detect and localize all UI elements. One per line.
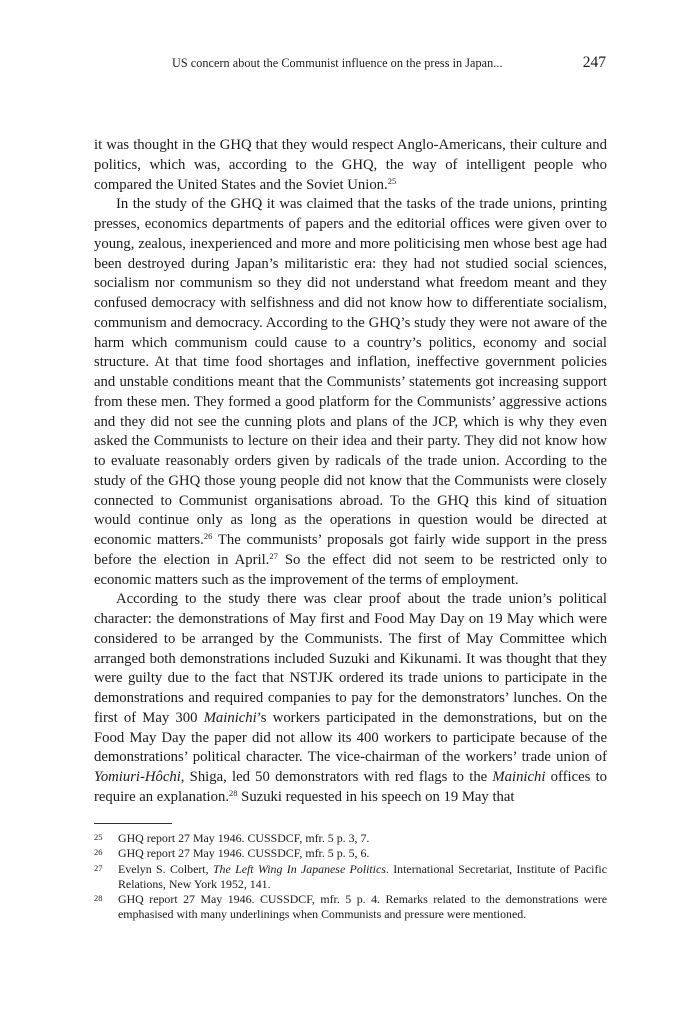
footnote-text: GHQ report 27 May 1946. CUSSDCF, mfr. 5 p. 5, 6. [118, 846, 370, 861]
footnote-number: 25 [94, 832, 103, 842]
paragraph-3 [94, 590, 607, 807]
paragraph-text: The communists’ proposals got fairly wide support in the press before the election in April. [94, 532, 607, 568]
footnote-number: 28 [94, 893, 103, 904]
paragraph-text: In the study of the GHQ it was claimed that the tasks of the trade unions, printing presses, economics departments of papers and the editorial offices were given over to young, zealous, inexperienced and more and more politicising men whose best age had been destroyed during Japan’s militaristic era: they had not studied social sciences, socialism nor communism so they did not understand what freedom meant and they confused democracy with selfishness and did not know how to differentiate socialism, communism and democracy. According to the GHQ’s study they were not aware of the harm which communism could cause to a country’s politics, economy and social structure. At that time food shortages and inflation, ineffective government policies and unstable conditions meant that the Communists’ statements got increasing support from these men. They formed a good platform for the Communists’ aggressive actions and they did not see the cunning plots and plans of the JCP, which is why they even asked the Communists to lecture on their idea and their party. They did not know how to evaluate reasonably orders given by radicals of the trade union. According to the study of the GHQ those young people did not know that the Communists were closely connected to Communist organisations abroad. To the GHQ this kind of situation would continue only as long as the operations in question would be directed at economic matters. [94, 196, 607, 548]
footnote-reference-25: 25 [387, 175, 397, 186]
footnote-reference-26: 26 [203, 531, 213, 541]
footnote-number: 26 [94, 847, 103, 858]
paragraph-text: it was thought in the GHQ that they would respect Anglo-Americans, their culture and politics, which was, according to the GHQ, the way of intelligent people who compared the United States and the Soviet Union. [94, 137, 607, 193]
footnote-divider [94, 823, 172, 824]
paragraph-text: According to the study there was clear proof about the trade union’s political character: the demonstrations of May first and Food May Day on 19 May which were considered to be arranged by the Communists. The first of May Committee which arranged both demonstrations included Suzuki and Kikunami. It was thought that they were guilty due to the fact that NSTJK ordered its trade unions to participate in the demonstrations and required companies to pay for the demonstrators’ lunches. On the first of May 300 [94, 591, 607, 726]
paragraph-1 [94, 136, 607, 195]
italic-title-mainichi: Mainichi [203, 709, 257, 726]
page-number: 247 [582, 54, 606, 71]
paragraph-text: Suzuki requested in his speech on 19 May that [237, 788, 515, 805]
italic-title-yomiuri-hochi: Yomiuri-Hôchi [94, 769, 181, 785]
paragraph-text: offices to require an explanation. [94, 769, 607, 805]
footnote-reference-28: 28 [229, 787, 238, 798]
footnote-text: Evelyn S. Colbert, [118, 861, 213, 876]
footnote-27 [94, 862, 607, 893]
paragraph-text: , Shiga, led 50 demonstrators with red flags to the [180, 769, 493, 785]
footnote-26 [94, 846, 607, 861]
running-header [94, 55, 608, 75]
footnote-book-title: The Left Wing In Japanese Politics [212, 861, 386, 876]
footnote-number: 27 [94, 862, 103, 873]
running-title: US concern about the Communist influence on the press in Japan... [172, 56, 503, 70]
footnote-text: GHQ report 27 May 1946. CUSSDCF, mfr. 5 p. 4. Remarks related to the demonstrations were emphasised with many underlinings when Communists and pressure were mentioned. [118, 892, 607, 922]
footnote-reference-27: 27 [269, 550, 278, 561]
paragraph-text: ’s workers participated in the demonstrations, but on the Food May Day the paper did not allow its 400 workers to participate because of the demonstrations’ political character. The vice-chairman of the workers’ trade union of [94, 709, 607, 766]
paragraph-2 [94, 195, 607, 590]
footnote-25 [94, 831, 607, 846]
body-text [94, 136, 607, 808]
footnote-28 [94, 892, 607, 923]
footnotes [94, 831, 607, 923]
footnote-text: GHQ report 27 May 1946. CUSSDCF, mfr. 5 p. 3, 7. [118, 831, 370, 845]
footnote-text: . International Secretariat, Institute of Pacific Relations, New York 1952, 141. [118, 861, 607, 891]
paragraph-text: So the effect did not seem to be restricted only to economic matters such as the improvement of the terms of employment. [94, 551, 607, 588]
italic-title-mainichi: Mainichi [492, 769, 546, 785]
